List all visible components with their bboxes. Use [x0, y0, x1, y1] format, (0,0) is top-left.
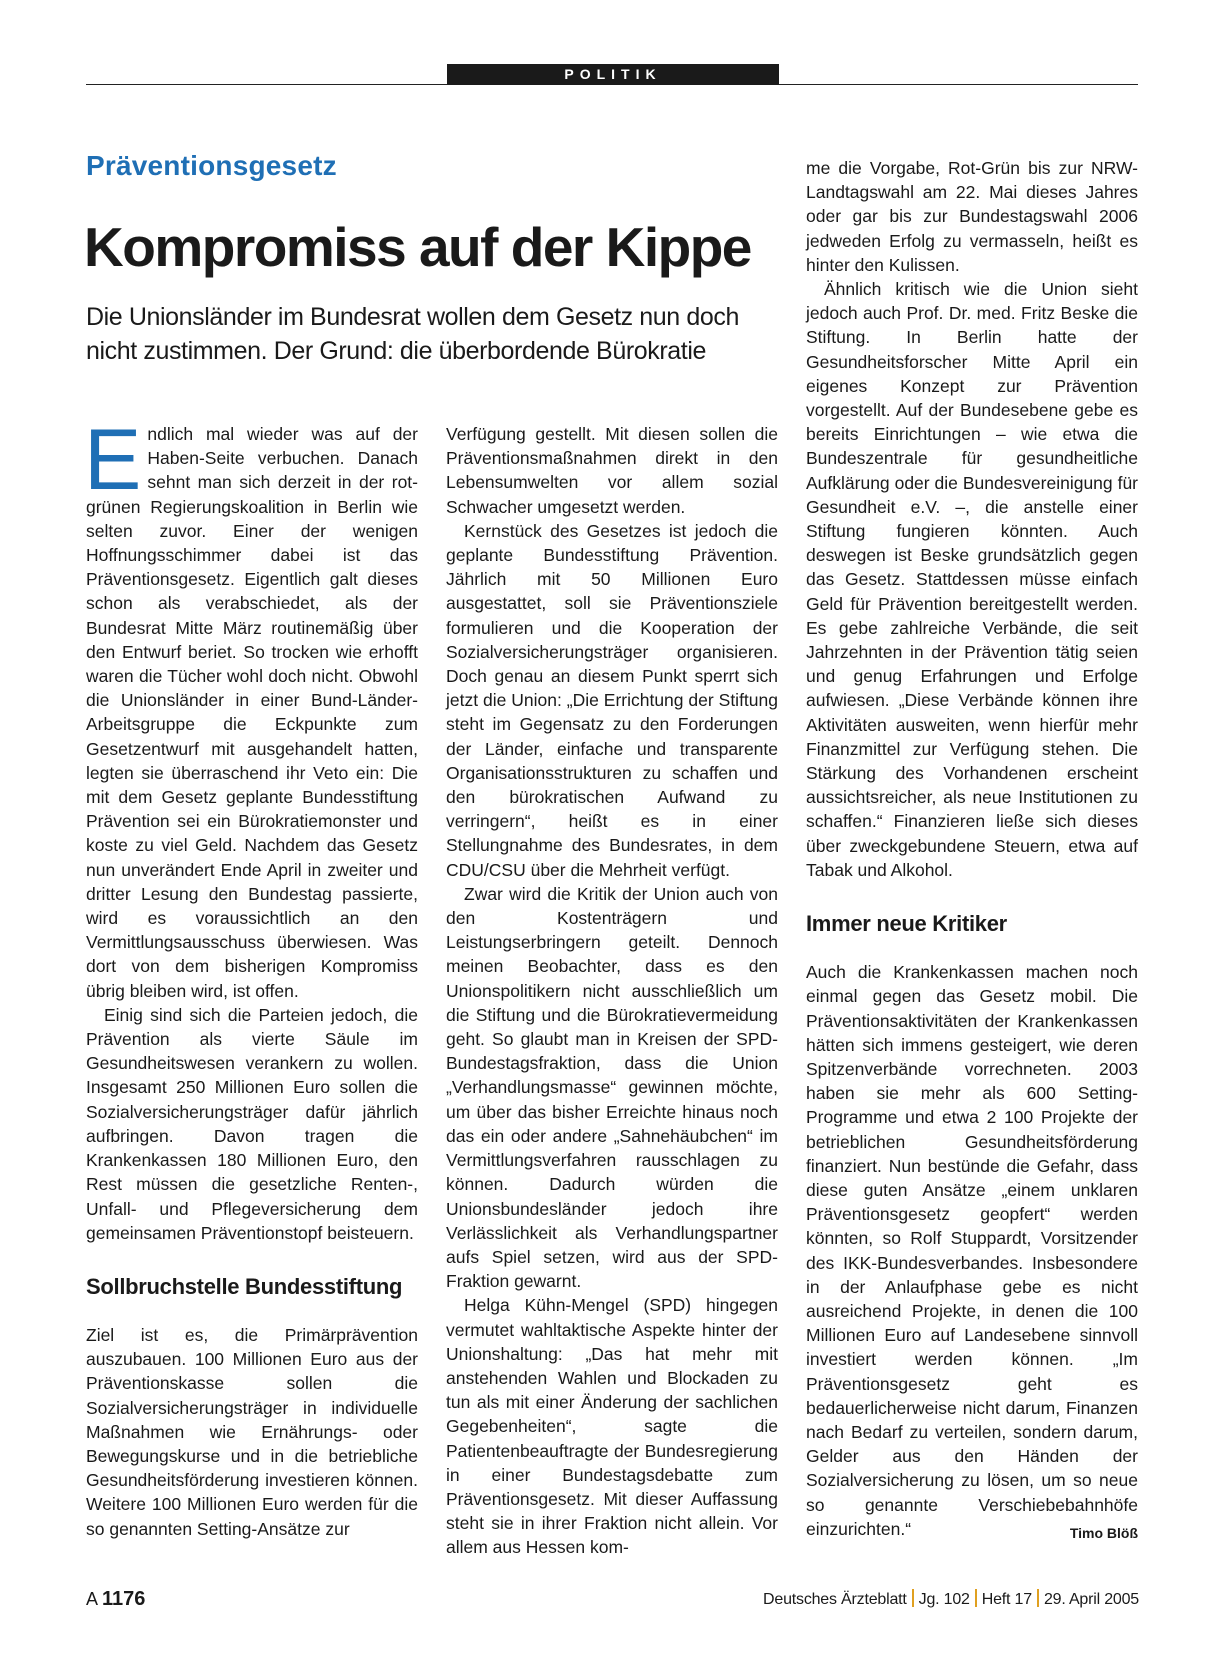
journal-date: 29. April 2005: [1043, 1591, 1139, 1608]
paragraph: Kernstück des Gesetzes ist jedoch die geplante Bundesstiftung Prävention. Jährlich mit 50 Millionen Euro ausgestattet, soll sie Präventionsziele formulieren und die Kooperation der Sozialversicherungsträger organisieren. Doch genau an diesem Punkt sperrt sich jetzt die Union: „Die Errichtung der Stiftung steht im Gegensatz zu den Forderungen der Länder, einfache und transparente Organisationsstrukturen zu schaffen und den bürokratischen Aufwand zu verringern“, heißt es in einer Stellungnahme des Bundesrates, in dem CDU/CSU über die Mehrheit verfügt.: [446, 520, 778, 880]
article-column-3: [806, 156, 1138, 1545]
article-column-1: [84, 412, 418, 1541]
page-prefix: A: [86, 1589, 98, 1609]
paragraph: me die Vorgabe, Rot-Grün bis zur NRW-Landtagswahl am 22. Mai dieses Jahres oder gar bis zur Bundestagswahl 2006 jedweden Erfolg zu vermasseln, heißt es hinter den Kulissen.: [806, 158, 1138, 275]
article-headline: Kompromiss auf der Kippe: [84, 216, 751, 278]
page-number-value: 1176: [102, 1588, 146, 1610]
paragraph: Ähnlich kritisch wie die Union sieht jedoch auch Prof. Dr. med. Fritz Beske die Stiftung. In Berlin hatte der Gesundheitsforscher Mitte April ein eigenes Konzept zur Prävention vorgestellt. Auf der Bundesebene gebe es bereits Einrichtungen – wie etwa die Bundeszentrale für gesundheitliche Aufklärung oder die Bundesvereinigung für Gesundheit e.V. –, die anstelle einer Stiftung fungieren könnten. Auch deswegen ist Beske grundsätzlich gegen das Gesetz. Stattdessen müsse einfach Geld für Prävention bereitgestellt werden. Es gebe zahlreiche Verbände, die seit Jahrzehnten in der Prävention tätig seien und genug Erfahrungen und Erfolge aufwiesen. „Diese Verbände können ihre Aktivitäten ausweiten, wenn hierfür mehr Finanzmittel zur Verfügung stehen. Die Stärkung des Vorhandenen erscheint aussichtsreicher, als neue Institutionen zu schaffen.“ Finanzieren ließe sich dieses über zweckgebundene Steuern, etwa auf Tabak und Alkohol.: [806, 279, 1138, 880]
journal-name: Deutsches Ärzteblatt: [763, 1591, 907, 1608]
paragraph-text: Auch die Krankenkassen machen noch einmal gegen das Gesetz mobil. Die Präventionsaktivitäten der Krankenkassen hätten sich immens gesteigert, wie deren Spitzenverbände vorrechneten. 2003 haben sie mehr als 600 Setting-Programme und etwa 2 100 Projekte der betrieblichen Gesundheitsförderung finanziert. Nun bestünde die Gefahr, dass diese guten Ansätze „einem unklaren Präventionsgesetz geopfert“ werden könnten, so Rolf Stuppardt, Vorsitzender des IKK-Bundesverbandes. Insbesondere in der Anlaufphase gebe es nicht ausreichend Projekte, in denen die 100 Millionen Euro auf Landesebene sinnvoll investiert werden können. „Im Präventionsgesetz geht es bedauerlicherweise nicht darum, Finanzen nach Bedarf zu verteilen, sondern darum, Gelder aus den Händen der Sozialversicherung zu lösen, um so neue so genannte Verschiebebahnhöfe einzurichten.“: [806, 962, 1138, 1539]
paragraph: Verfügung gestellt. Mit diesen sollen die Präventionsmaßnahmen direkt in den Lebensumwelten vor allem sozial Schwacher umgesetzt werden.: [446, 424, 778, 517]
journal-volume: Jg. 102: [918, 1591, 970, 1608]
subheading-kritiker: Immer neue Kritiker: [806, 911, 1007, 937]
article-kicker: Präventionsgesetz: [86, 150, 337, 181]
article-standfirst: Die Unionsländer im Bundesrat wollen dem Gesetz nun doch nicht zustimmen. Der Grund: die überbordende Bürokratie: [86, 303, 739, 365]
paragraph: Zwar wird die Kritik der Union auch von den Kostenträgern und Leistungserbringern geteilt. Dennoch meinen Beobachter, dass es den Unionspolitikern nicht ausschließlich um die Stiftung und die Bürokratievermeidung geht. So glaubt man in Kreisen der SPD-Bundestagsfraktion, dass die Union „Verhandlungsmasse“ gewinnen möchte, um über das bisher Erreichte hinaus noch das ein oder andere „Sahnehäubchen“ im Vermittlungsverfahren rausschlagen zu können. Dadurch würden die Unionsbundesländer jedoch ihre Verlässlichkeit als Verhandlungspartner aufs Spiel setzen, wird aus der SPD-Fraktion gewarnt.: [446, 883, 778, 1292]
page-number: [86, 1588, 145, 1611]
author-byline: Timo Blöß: [1069, 1524, 1138, 1541]
drop-cap: E: [84, 412, 142, 508]
article-column-2: [446, 422, 778, 1560]
separator: [1037, 1589, 1039, 1607]
paragraph: [84, 412, 418, 1003]
journal-info: [763, 1589, 1139, 1609]
paragraph: Helga Kühn-Mengel (SPD) hingegen vermutet wahltaktische Aspekte hinter der Unionshaltung: „Das hat mehr mit anstehenden Wahlen und Blockaden zu tun als mit einer Änderung der sachlichen Gegebenheiten“, sagte die Patientenbeauftragte der Bundesregierung in einer Bundestagsdebatte zum Präventionsgesetz. Mit dieser Auffassung steht sie in ihrer Fraktion nicht allein. Vor allem aus Hessen kom-: [446, 1295, 778, 1558]
journal-issue: Heft 17: [981, 1591, 1032, 1608]
section-rubric: POLITIK: [447, 64, 779, 85]
separator: [975, 1589, 977, 1607]
paragraph: Einig sind sich die Parteien jedoch, die Prävention als vierte Säule im Gesundheitswesen verankern zu wollen. Insgesamt 250 Millionen Euro sollen die Sozialversicherungsträger dafür jährlich aufbringen. Davon tragen die Krankenkassen 180 Millionen Euro, den Rest müssen die gesetzliche Renten-, Unfall- und Pflegeversicherung dem gemeinsamen Präventionstopf beisteuern.: [86, 1004, 418, 1243]
paragraph-text: ndlich mal wieder was auf der Haben-Seite verbuchen. Danach sehnt man sich derzeit in der rot-grünen Regierungskoalition in Berlin wie selten zuvor. Einer der wenigen Hoffnungsschimmer dabei ist das Präventionsgesetz. Eigentlich galt dieses schon als verabschiedet, als der Bundesrat Mitte März routinemäßig über den Entwurf beriet. So trocken wie erhofft waren die Tücher wohl doch nicht. Obwohl die Unionsländer in einer Bund-Länder-Arbeitsgruppe die Eckpunkte zum Gesetzentwurf mit ausgehandelt hatten, legten sie überraschend ihr Veto ein: Die mit dem Gesetz geplante Bundesstiftung Prävention sei ein Bürokratiemonster und koste zu viel Geld. Nachdem das Gesetz nun unverändert Ende April in zweiter und dritter Lesung den Bundestag passierte, wird es voraussichtlich an den Vermittlungsausschuss überwiesen. Was dort von dem bisherigen Kompromiss übrig bleiben wird, ist offen.: [86, 424, 418, 1001]
separator: [912, 1589, 914, 1607]
paragraph: [806, 960, 1138, 1541]
paragraph: Ziel ist es, die Primärprävention auszubauen. 100 Millionen Euro aus der Präventionskasse sollen die Sozialversicherungsträger in individuelle Maßnahmen wie Ernährungs- oder Bewegungskurse und in die betriebliche Gesundheitsförderung investieren können. Weitere 100 Millionen Euro werden für die so genannten Setting-Ansätze zur: [86, 1324, 418, 1539]
subheading-bundesstiftung: Sollbruchstelle Bundesstiftung: [86, 1273, 403, 1299]
